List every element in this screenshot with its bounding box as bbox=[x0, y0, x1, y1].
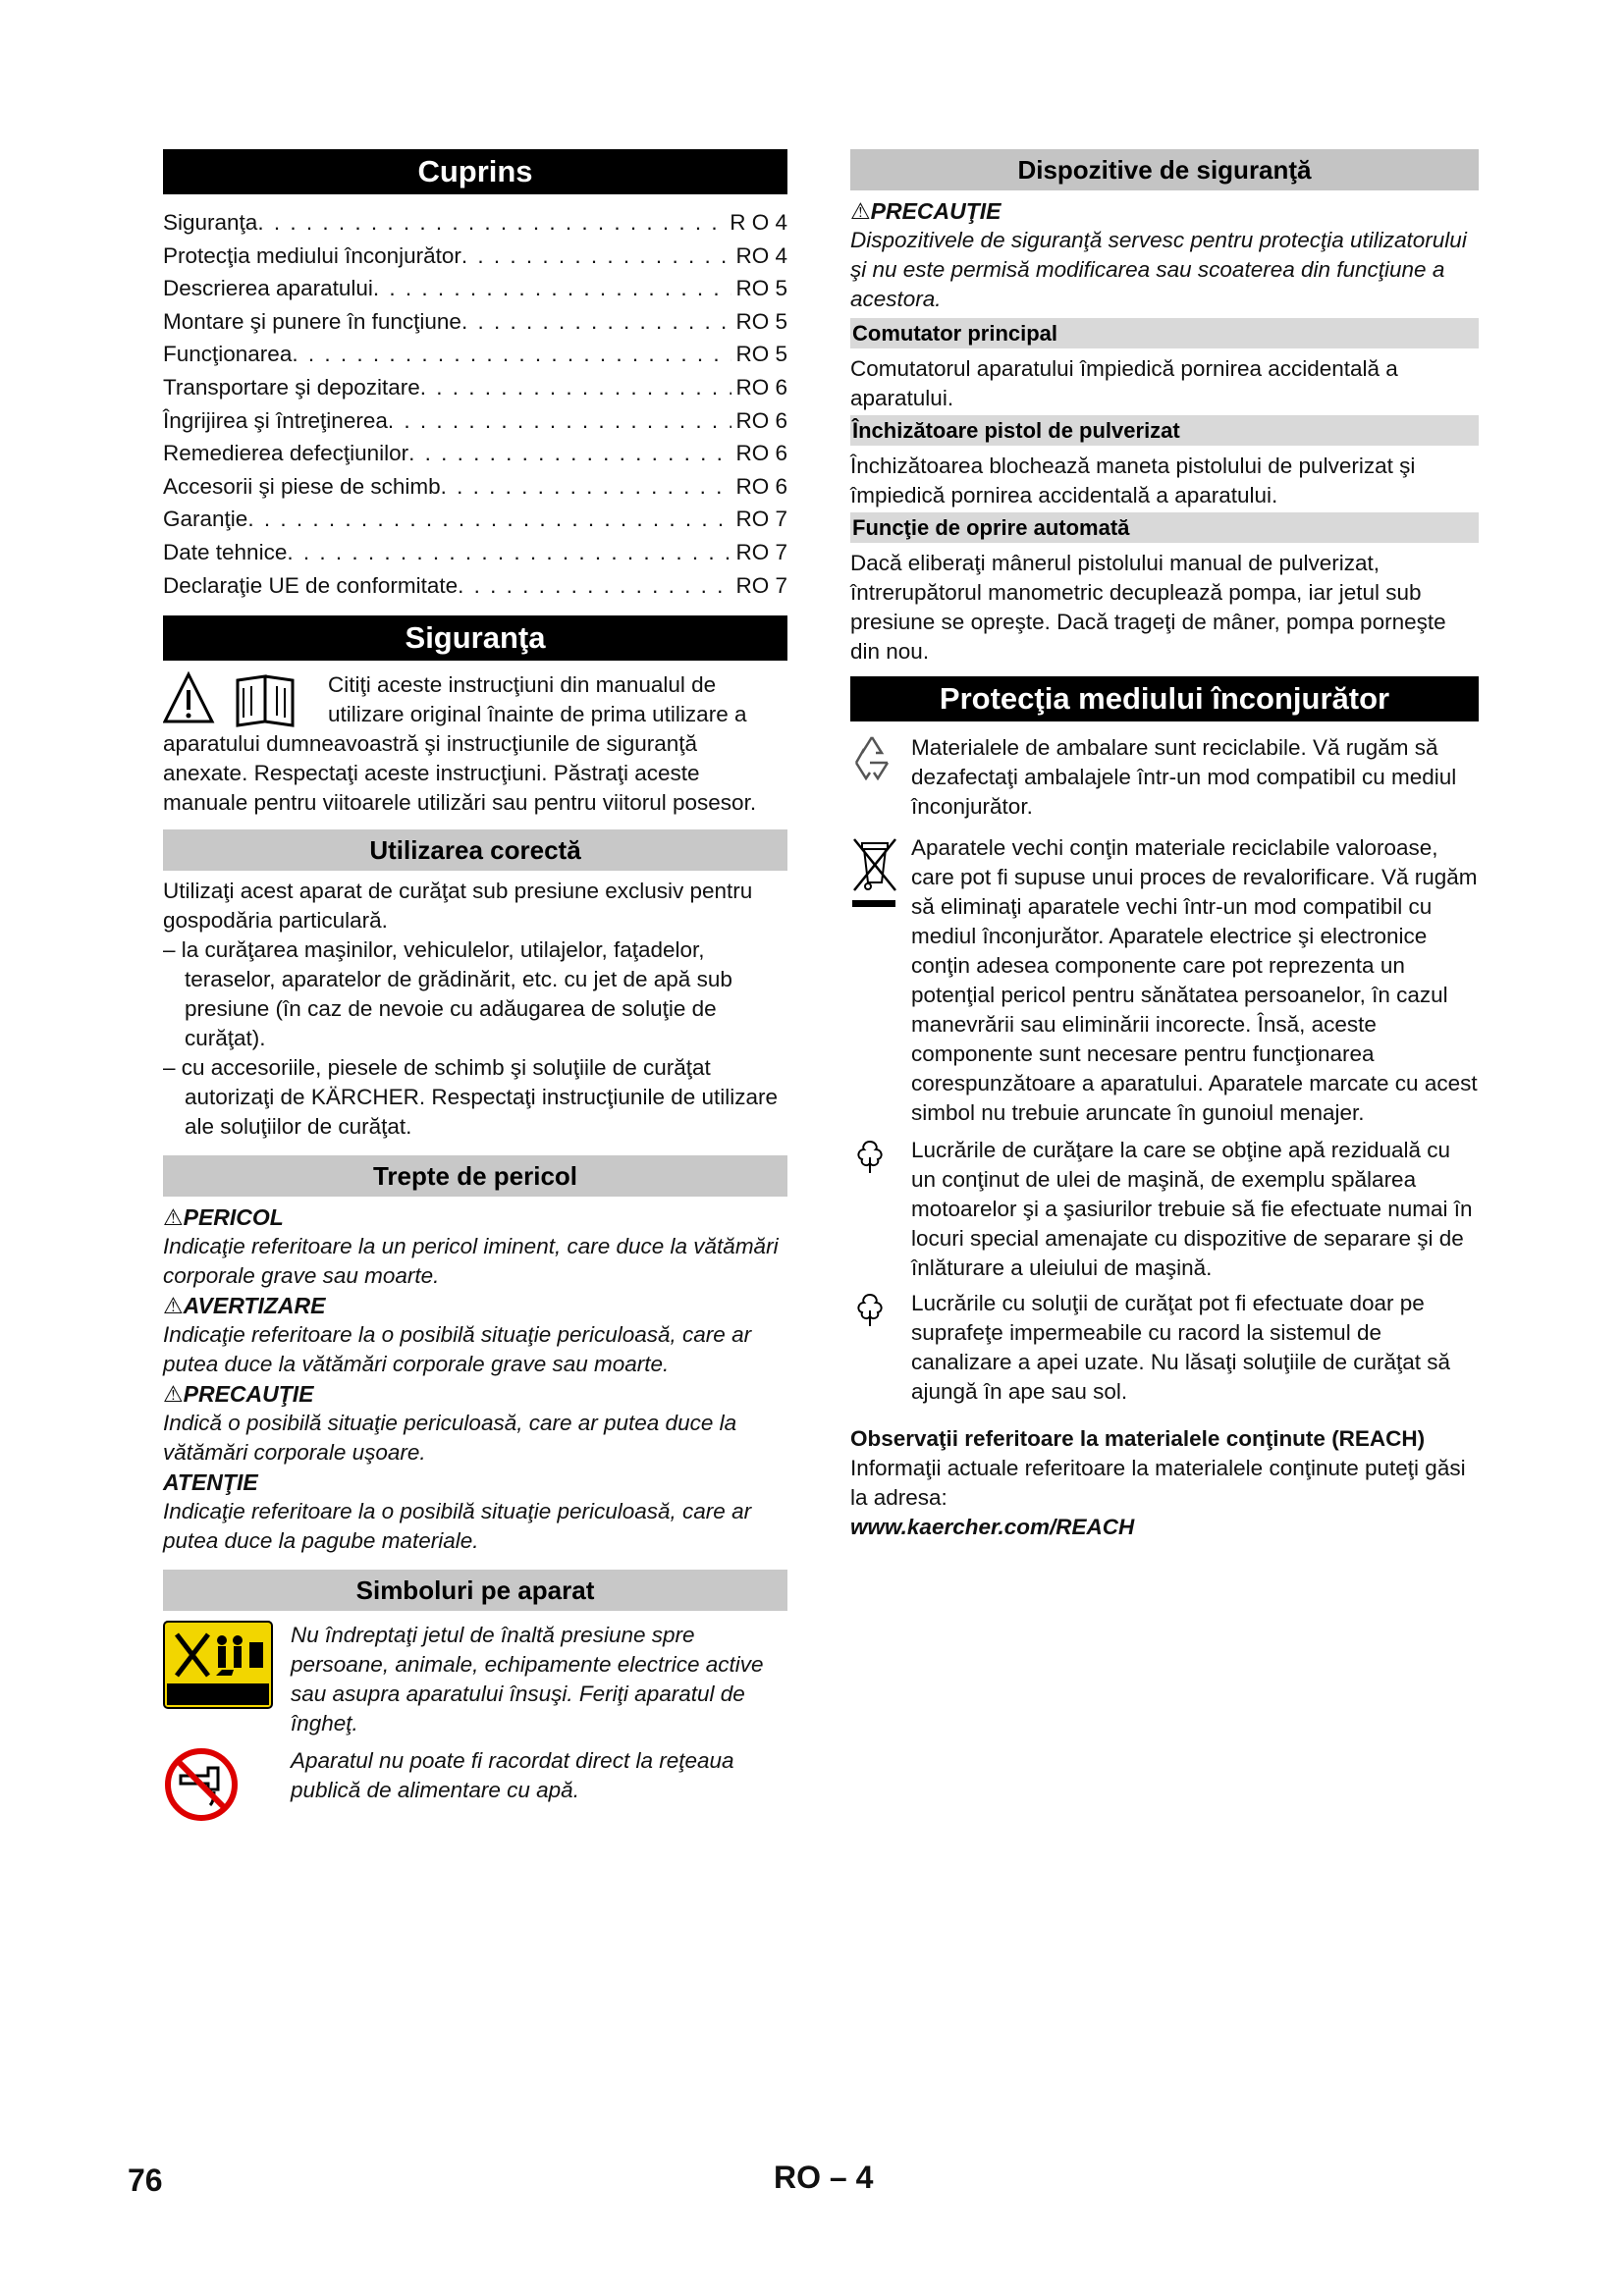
env-recycle-text: Materialele de ambalare sunt reciclabile. Vă rugăm să dezafectaţi ambalajele într-un mod compatibil cu mediul înconjurător. bbox=[911, 735, 1457, 819]
reach-link[interactable]: www.kaercher.com/REACH bbox=[850, 1515, 1135, 1539]
reach-text: Informaţii actuale referitoare la materialele conţinute puteţi găsi la adresa: bbox=[850, 1456, 1466, 1510]
toc-entry[interactable] bbox=[163, 569, 787, 603]
env-weee-text: Aparatele vechi conţin materiale reciclabile valoroase, care pot fi supuse unui proces de revalorificare. Vă rugăm să eliminaţi aparatele vechi într-un mod compatibil cu mediul înconjurător. Aparatele electrice şi electronice conţin adesea componente care pot reprezenta un potenţial pericol pentru sănătatea persoanelor, în cazul manevrării sau eliminării incorecte. Însă, aceste componente sunt necesare pentru funcţionarea corespunzătoare a aparatului. Aparatele marcate cu acest simbol nu trebuie aruncate în gunoiul menajer. bbox=[911, 835, 1478, 1125]
symbol1-text: Nu îndreptaţi jetul de înaltă presiune spre persoane, animale, echipamente electrice active sau asupra aparatului însuşi. Feriţi aparatul de îngheţ. bbox=[291, 1623, 764, 1736]
level-text: Indicaţie referitoare la un pericol iminent, care duce la vătămări corporale grave sau moarte. bbox=[163, 1234, 779, 1289]
list-item: – cu accesoriile, piesele de schimb şi soluţiile de curăţat autorizaţi de KÄRCHER. Respectaţi instrucţiunile de utilizare ale soluţiilor de curăţat. bbox=[163, 1055, 779, 1140]
env-item bbox=[850, 1289, 1479, 1407]
inchizatoare-heading: Închizătoare pistol de pulverizat bbox=[850, 415, 1479, 446]
toc-entry[interactable] bbox=[163, 240, 787, 273]
toc-page: RO 5 bbox=[735, 308, 787, 334]
toc-leader-dots bbox=[461, 305, 732, 339]
toc-leader-dots bbox=[420, 371, 732, 404]
toc-leader-dots bbox=[247, 503, 731, 536]
toc-entry[interactable] bbox=[163, 272, 787, 305]
siguranta-text: Citiţi aceste instrucţiuni din manualul de utilizare original înainte de prima utilizare a aparatului dumneavoastră şi instrucţiunile de siguranţă anexate. Respectaţi aceste instrucţiuni. Păstraţi aceste manuale pentru viitoarele utilizări sau pentru viitorul posesor. bbox=[163, 672, 757, 816]
utilizare-text: Utilizaţi acest aparat de curăţat sub presiune exclusiv pentru gospodăria particulară. bbox=[163, 879, 753, 934]
no-spray-frost-icon bbox=[163, 1621, 277, 1714]
env-oil-text: Lucrările de curăţare la care se obţine apă reziduală cu un conţinut de ulei de maşină, de exemplu spălarea motoarelor şi a şasiurilor trebuie să fie efectuate numai în locuri special amenajate cu dispozitive de separare şi de înlăturare a uleiului de maşină. bbox=[911, 1138, 1473, 1280]
toc-page: RO 6 bbox=[735, 473, 787, 499]
toc-title: Remedierea defecţiunilor bbox=[163, 441, 409, 466]
toc-page: RO 5 bbox=[735, 276, 787, 301]
oprire-text: Dacă eliberaţi mânerul pistolului manual de pulverizat, întrerupătorul manometric decuplează pompa, iar jetul sub presiune se opreşte. Dacă trageţi de mâner, pompa porneşte din nou. bbox=[850, 551, 1446, 664]
toc-title: Transportare şi depozitare bbox=[163, 374, 420, 400]
precautie-text: Dispozitivele de siguranţă servesc pentru protecţia utilizatorului şi nu este permisă modificarea sau scoaterea din funcţiune a acestora. bbox=[850, 228, 1467, 311]
toc-title: Funcţionarea bbox=[163, 342, 293, 367]
toc-entry[interactable] bbox=[163, 371, 787, 404]
toc-title: Montare şi punere în funcţiune bbox=[163, 308, 461, 334]
toc-title: Accesorii şi piese de schimb bbox=[163, 473, 441, 499]
environment-tree-icon bbox=[850, 1289, 911, 1333]
toc-page: RO 7 bbox=[735, 539, 787, 564]
toc-entry[interactable] bbox=[163, 470, 787, 504]
toc-leader-dots bbox=[388, 404, 732, 438]
toc-leader-dots bbox=[408, 437, 731, 470]
inchizatoare-text: Închizătoarea blochează maneta pistolului de pulverizat şi împiedică pornirea accidentală a aparatului. bbox=[850, 454, 1416, 507]
reach-heading: Observaţii referitoare la materialele conţinute (REACH) bbox=[850, 1426, 1426, 1451]
toc-page: RO 7 bbox=[735, 572, 787, 598]
toc-entry[interactable] bbox=[163, 338, 787, 371]
toc-page: RO 6 bbox=[735, 441, 787, 466]
danger-levels bbox=[163, 1202, 787, 1556]
page-label: RO – 4 bbox=[774, 2160, 874, 2195]
toc-page: RO 5 bbox=[735, 342, 787, 367]
toc-entry[interactable] bbox=[163, 503, 787, 536]
toc-entry[interactable] bbox=[163, 404, 787, 438]
table-of-contents bbox=[163, 206, 787, 602]
symbol-row bbox=[163, 1746, 787, 1828]
list-item: – la curăţarea maşinilor, vehiculelor, utilajelor, faţadelor, teraselor, aparatelor de grădinărit, etc. cu jet de apă sub presiune (în caz de nevoie cu adăugarea de soluţie de curăţat). bbox=[163, 937, 732, 1051]
toc-page: RO 6 bbox=[735, 407, 787, 433]
toc-title: Garanţie bbox=[163, 507, 248, 532]
toc-title: Descrierea aparatului bbox=[163, 276, 373, 301]
level-label: ⚠PERICOL bbox=[163, 1204, 284, 1231]
env-item bbox=[850, 1136, 1479, 1283]
warning-manual-icon bbox=[163, 670, 320, 729]
env-solution-text: Lucrările cu soluţii de curăţat pot fi efectuate doar pe suprafeţe impermeabile cu racord la sistemul de canalizare a apei uzate. Nu lăsaţi soluţiile de curăţat să ajungă în ape sau sol. bbox=[911, 1291, 1451, 1404]
toc-title: Declaraţie UE de conformitate bbox=[163, 572, 459, 598]
toc-page: R O 4 bbox=[730, 210, 787, 235]
utilizare-list bbox=[163, 935, 787, 1142]
toc-title: Siguranţa bbox=[163, 210, 258, 235]
toc-leader-dots bbox=[287, 536, 731, 569]
env-item bbox=[850, 733, 1479, 822]
right-column bbox=[850, 149, 1479, 1542]
simboluri-heading: Simboluri pe aparat bbox=[163, 1570, 787, 1611]
level-text: Indicaţie referitoare la o posibilă situaţie periculoasă, care ar putea duce la pagube materiale. bbox=[163, 1499, 752, 1554]
symbol2-text: Aparatul nu poate fi racordat direct la reţeaua publică de alimentare cu apă. bbox=[291, 1748, 734, 1803]
comutator-heading: Comutator principal bbox=[850, 318, 1479, 348]
toc-leader-dots bbox=[373, 272, 732, 305]
toc-title: Date tehnice bbox=[163, 539, 288, 564]
recycle-icon bbox=[850, 733, 911, 785]
env-item bbox=[850, 833, 1479, 1128]
no-direct-connection-icon bbox=[163, 1746, 277, 1828]
page-number: 76 bbox=[128, 2163, 163, 2198]
toc-page: RO 6 bbox=[735, 374, 787, 400]
symbol-row bbox=[163, 1621, 787, 1738]
level-label: ⚠AVERTIZARE bbox=[163, 1293, 326, 1319]
oprire-heading: Funcţie de oprire automată bbox=[850, 512, 1479, 543]
comutator-text: Comutatorul aparatului împiedică pornirea accidentală a aparatului. bbox=[850, 356, 1398, 410]
toc-entry[interactable] bbox=[163, 536, 787, 569]
level-text: Indică o posibilă situaţie periculoasă, care ar putea duce la vătămări corporale uşoare. bbox=[163, 1411, 737, 1466]
siguranta-block bbox=[163, 670, 787, 818]
level-label: ⚠PRECAUŢIE bbox=[163, 1381, 314, 1408]
toc-page: RO 7 bbox=[735, 507, 787, 532]
dispozitive-heading: Dispozitive de siguranţă bbox=[850, 149, 1479, 190]
siguranta-heading: Siguranţa bbox=[163, 615, 787, 661]
trepte-heading: Trepte de pericol bbox=[163, 1155, 787, 1197]
precautie-label: ⚠PRECAUŢIE bbox=[850, 198, 1001, 224]
protectia-heading: Protecţia mediului înconjurător bbox=[850, 676, 1479, 721]
toc-entry[interactable] bbox=[163, 305, 787, 339]
toc-leader-dots bbox=[461, 240, 732, 273]
left-column bbox=[163, 149, 787, 1828]
toc-title: Protecţia mediului înconjurător bbox=[163, 242, 461, 268]
toc-leader-dots bbox=[292, 338, 731, 371]
toc-title: Îngrijirea şi întreţinerea bbox=[163, 407, 388, 433]
cuprins-heading: Cuprins bbox=[163, 149, 787, 194]
utilizare-heading: Utilizarea corectă bbox=[163, 829, 787, 871]
toc-leader-dots bbox=[458, 569, 731, 603]
level-label: ATENŢIE bbox=[163, 1469, 258, 1496]
toc-leader-dots bbox=[441, 470, 732, 504]
environment-tree-icon bbox=[850, 1136, 911, 1180]
toc-entry[interactable] bbox=[163, 437, 787, 470]
toc-entry[interactable] bbox=[163, 206, 787, 240]
crossed-bin-icon bbox=[850, 833, 911, 923]
toc-leader-dots bbox=[257, 206, 726, 240]
toc-page: RO 4 bbox=[735, 242, 787, 268]
level-text: Indicaţie referitoare la o posibilă situaţie periculoasă, care ar putea duce la vătămări corporale grave sau moarte. bbox=[163, 1322, 752, 1377]
